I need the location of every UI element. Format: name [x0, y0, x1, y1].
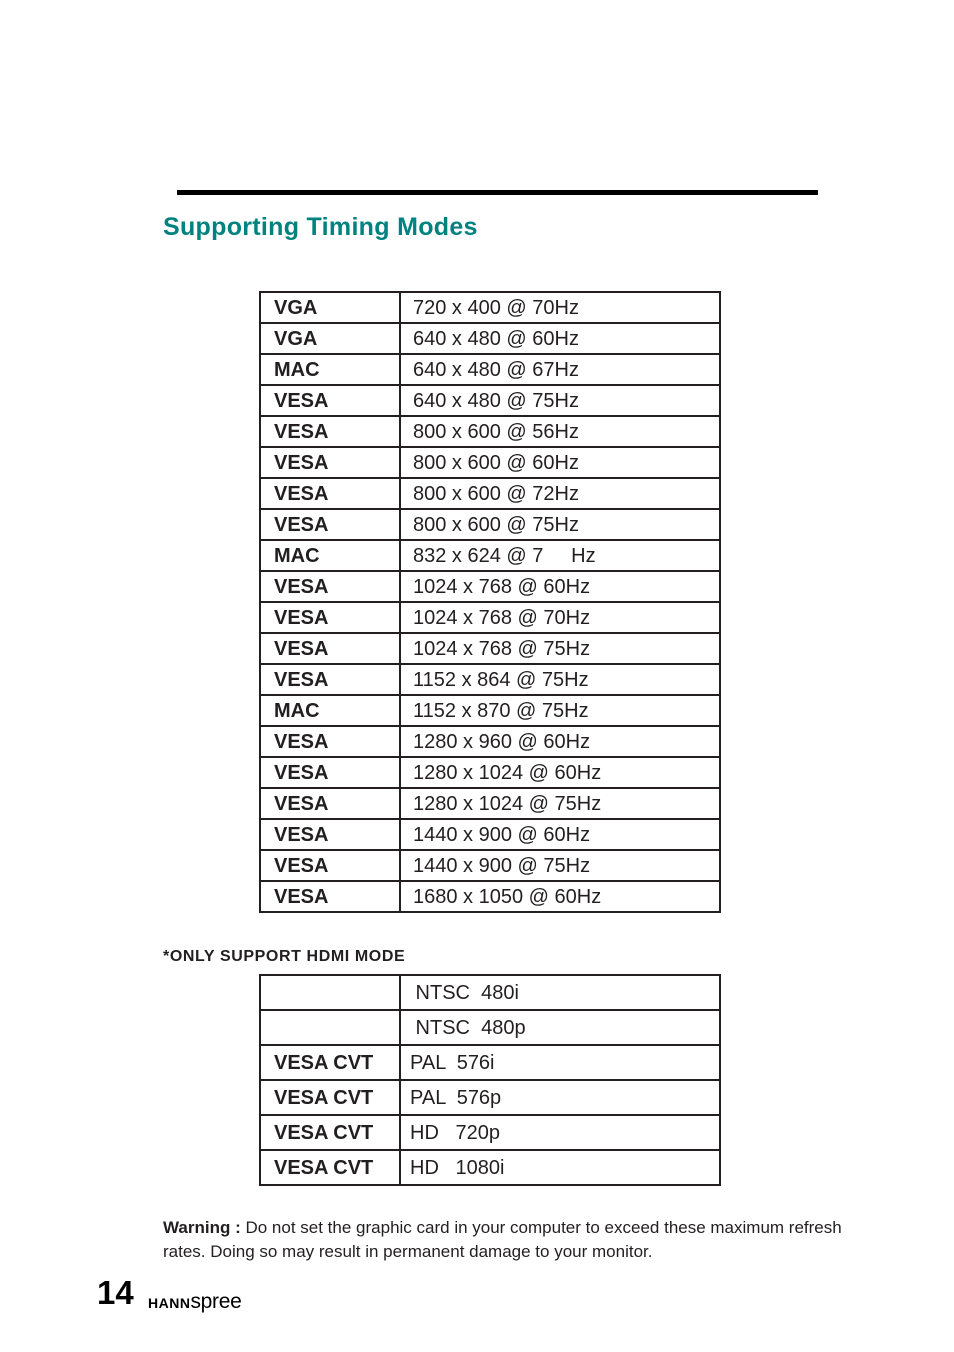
resolution-cell: 832 x 624 @ 7 Hz	[400, 540, 720, 571]
standard-cell: VESA	[260, 385, 400, 416]
table-row	[260, 664, 720, 695]
warning-label: Warning :	[163, 1218, 241, 1237]
standard-cell: MAC	[260, 354, 400, 385]
resolution-cell: 1152 x 870 @ 75Hz	[400, 695, 720, 726]
resolution-cell: 1024 x 768 @ 70Hz	[400, 602, 720, 633]
standard-cell: VESA	[260, 571, 400, 602]
resolution-cell: 800 x 600 @ 72Hz	[400, 478, 720, 509]
resolution-cell: 800 x 600 @ 75Hz	[400, 509, 720, 540]
standard-cell: VESA	[260, 416, 400, 447]
resolution-cell: PAL 576i	[400, 1045, 720, 1080]
resolution-cell: 1024 x 768 @ 75Hz	[400, 633, 720, 664]
standard-cell: VESA	[260, 757, 400, 788]
page-heading: Supporting Timing Modes	[163, 213, 478, 241]
standard-cell: VESA	[260, 633, 400, 664]
resolution-cell: 1440 x 900 @ 75Hz	[400, 850, 720, 881]
resolution-cell: HD 720p	[400, 1115, 720, 1150]
resolution-cell: 1440 x 900 @ 60Hz	[400, 819, 720, 850]
standard-cell: MAC	[260, 540, 400, 571]
brand-regular: spree	[190, 1290, 242, 1313]
table-row	[260, 975, 720, 1010]
table-row	[260, 292, 720, 323]
hdmi-modes-table	[259, 974, 721, 1186]
standard-cell: VESA	[260, 726, 400, 757]
standard-cell	[260, 1010, 400, 1045]
table-row	[260, 416, 720, 447]
resolution-cell: PAL 576p	[400, 1080, 720, 1115]
table-row	[260, 540, 720, 571]
table-row	[260, 447, 720, 478]
table-row	[260, 695, 720, 726]
timing-modes-table	[259, 291, 721, 913]
table-row	[260, 1045, 720, 1080]
resolution-cell: 640 x 480 @ 75Hz	[400, 385, 720, 416]
table-row	[260, 633, 720, 664]
standard-cell: VESA CVT	[260, 1045, 400, 1080]
resolution-cell: NTSC 480i	[400, 975, 720, 1010]
standard-cell: VESA CVT	[260, 1080, 400, 1115]
warning-body: Do not set the graphic card in your computer to exceed these maximum refresh rates. Doing so may result in permanent damage to your monitor.	[163, 1218, 842, 1261]
table-row	[260, 757, 720, 788]
table-row	[260, 1010, 720, 1045]
standard-cell: VESA	[260, 478, 400, 509]
resolution-cell: 1024 x 768 @ 60Hz	[400, 571, 720, 602]
table-row	[260, 788, 720, 819]
standard-cell: MAC	[260, 695, 400, 726]
resolution-cell: HD 1080i	[400, 1150, 720, 1185]
resolution-cell: 1280 x 960 @ 60Hz	[400, 726, 720, 757]
warning-text	[163, 1216, 853, 1264]
standard-cell: VGA	[260, 323, 400, 354]
table-row	[260, 323, 720, 354]
standard-cell: VESA	[260, 509, 400, 540]
brand-logo	[148, 1290, 241, 1312]
resolution-cell: 1280 x 1024 @ 60Hz	[400, 757, 720, 788]
table-row	[260, 385, 720, 416]
brand-bold: HANN	[148, 1295, 191, 1311]
resolution-cell: 640 x 480 @ 67Hz	[400, 354, 720, 385]
top-rule	[177, 190, 818, 195]
table-row	[260, 1150, 720, 1185]
table-row	[260, 726, 720, 757]
table-row	[260, 819, 720, 850]
page-number: 14	[97, 1274, 134, 1311]
resolution-cell: 800 x 600 @ 56Hz	[400, 416, 720, 447]
resolution-cell: 640 x 480 @ 60Hz	[400, 323, 720, 354]
standard-cell	[260, 975, 400, 1010]
standard-cell: VESA CVT	[260, 1115, 400, 1150]
table-row	[260, 602, 720, 633]
standard-cell: VESA	[260, 664, 400, 695]
resolution-cell: 800 x 600 @ 60Hz	[400, 447, 720, 478]
resolution-cell: 720 x 400 @ 70Hz	[400, 292, 720, 323]
standard-cell: VESA	[260, 819, 400, 850]
standard-cell: VESA	[260, 788, 400, 819]
resolution-cell: 1680 x 1050 @ 60Hz	[400, 881, 720, 912]
table-row	[260, 571, 720, 602]
resolution-cell: NTSC 480p	[400, 1010, 720, 1045]
table-row	[260, 881, 720, 912]
standard-cell: VESA CVT	[260, 1150, 400, 1185]
table-row	[260, 850, 720, 881]
resolution-cell: 1152 x 864 @ 75Hz	[400, 664, 720, 695]
table-row	[260, 1115, 720, 1150]
standard-cell: VESA	[260, 881, 400, 912]
table-row	[260, 1080, 720, 1115]
standard-cell: VESA	[260, 602, 400, 633]
resolution-cell: 1280 x 1024 @ 75Hz	[400, 788, 720, 819]
standard-cell: VGA	[260, 292, 400, 323]
standard-cell: VESA	[260, 850, 400, 881]
standard-cell: VESA	[260, 447, 400, 478]
table-row	[260, 478, 720, 509]
table-row	[260, 354, 720, 385]
hdmi-note: *ONLY SUPPORT HDMI MODE	[163, 948, 406, 965]
table-row	[260, 509, 720, 540]
